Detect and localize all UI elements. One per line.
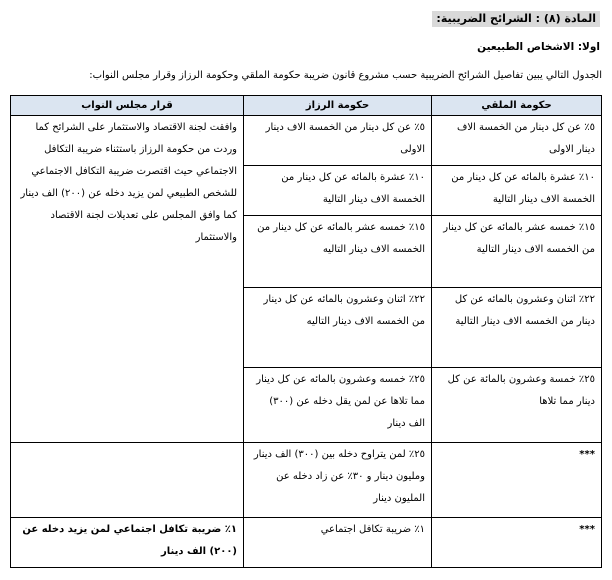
article-title: المادة (٨) : الشرائح الضريبية: — [432, 11, 600, 27]
cell-razzaz: ٢٥٪ لمن يتراوح دخله بين (٣٠٠) الف دينار ومليون دينار و ٣٠٪ عن زاد دخله عن المليون دينار — [244, 443, 432, 518]
cell-razzaz: ١٠٪ عشرة بالمائه عن كل دينار من الخمسة الاف دينار التالية — [244, 166, 432, 216]
cell-mulki: ٢٥٪ خمسة وعشرون بالمائة عن كل دينار مما تلاها — [432, 368, 602, 443]
cell-mulki: ١٥٪ خمسه عشر بالمائه عن كل دينار من الخمسه الاف دينار التالية — [432, 216, 602, 288]
cell-mulki-stars: *** — [432, 518, 602, 568]
cell-parliament-empty — [11, 443, 244, 518]
cell-razzaz: ١٥٪ خمسه عشر بالمائه عن كل دينار من الخمسه الاف دينار التاليه — [244, 216, 432, 288]
header-razzaz: حكومة الرزاز — [244, 96, 432, 116]
cell-razzaz: ٥٪ عن كل دينار من الخمسة الاف دينار الاولى — [244, 116, 432, 166]
section-title: اولا: الاشخاص الطبيعين — [477, 41, 600, 53]
intro-text: الجدول التالي يبين تفاصيل الشرائح الضريبية حسب مشروع قانون ضريبة حكومة الملقي وحكومة الرزاز وقرار مجلس النواب: — [89, 70, 602, 81]
cell-parliament-solidarity: ١٪ ضريبة تكافل اجتماعي لمن يزيد دخله عن (٢٠٠) الف دينار — [11, 518, 244, 568]
table-row — [11, 443, 602, 518]
cell-mulki: ٥٪ عن كل دينار من الخمسة الاف دينار الاولى — [432, 116, 602, 166]
cell-razzaz: ٢٥٪ خمسه وعشرون بالمائه عن كل دينار مما تلاها عن لمن يقل دخله عن (٣٠٠) الف دينار — [244, 368, 432, 443]
cell-mulki-stars: *** — [432, 443, 602, 518]
header-parliament: قرار مجلس النواب — [11, 96, 244, 116]
tax-brackets-table — [10, 95, 602, 568]
cell-parliament-decision: وافقت لجنة الاقتصاد والاستثمار على الشرائح كما وردت من حكومة الرزاز باستثناء ضريبة التكافل الاجتماعي حيث اقتصرت ضريبة التكافل الاجتماعي للشخص الطبيعي لمن يزيد دخله عن (٢٠٠) الف دينار كما وافق المجلس على تعديلات لجنة الاقتصاد والاستثمار — [11, 116, 244, 443]
cell-mulki: ١٠٪ عشرة بالمائه عن كل دينار من الخمسة الاف دينار التالية — [432, 166, 602, 216]
cell-razzaz: ٢٢٪ اثنان وعشرون بالمائه عن كل دينار من الخمسه الاف دينار التاليه — [244, 288, 432, 368]
cell-mulki: ٢٢٪ اثنان وعشرون بالمائه عن كل دينار من الخمسه الاف دينار التالية — [432, 288, 602, 368]
table-row — [11, 116, 602, 166]
header-mulki: حكومة الملقي — [432, 96, 602, 116]
cell-razzaz: ١٪ ضريبة تكافل اجتماعي — [244, 518, 432, 568]
table-header-row — [11, 96, 602, 116]
table-row — [11, 518, 602, 568]
